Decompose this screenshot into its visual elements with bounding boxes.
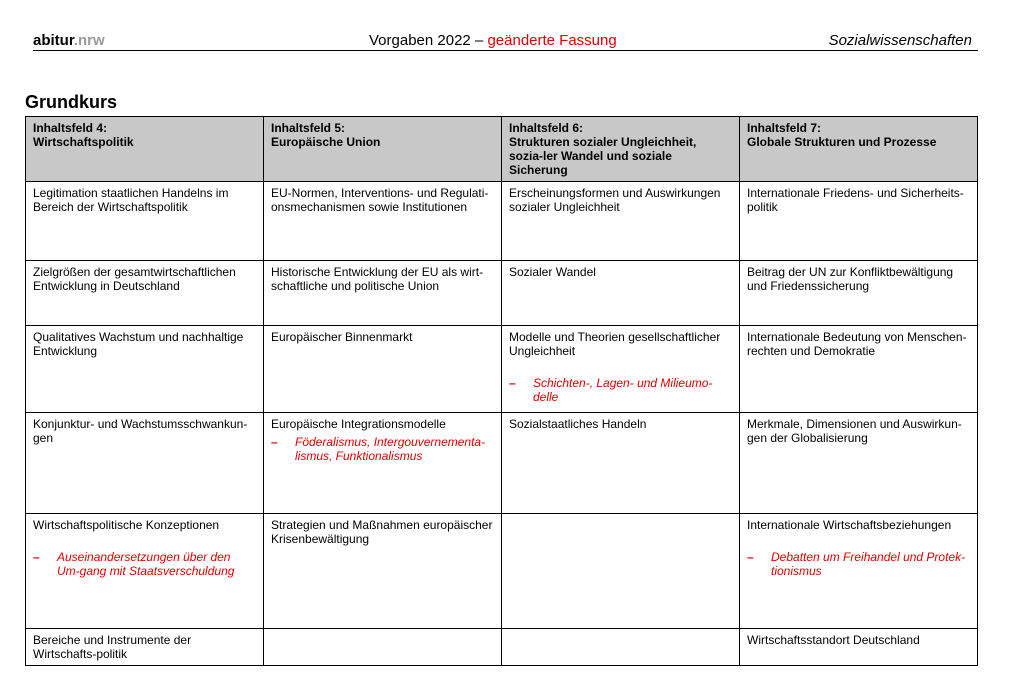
table-cell [502,514,740,629]
table-row [26,629,978,666]
table-cell [264,514,502,629]
page-header [33,30,978,51]
table-cell [740,514,978,629]
column-number: Inhaltsfeld 4: [33,121,108,135]
dash-marker: – [271,435,278,449]
table-row [26,326,978,413]
column-title: Wirtschaftspolitik [33,135,134,149]
title-highlight: geänderte Fassung [487,32,617,49]
sub-item-text: Debatten um Freihandel und Protek-tionismus [771,550,966,578]
table-cell [502,413,740,514]
column-header [264,117,502,182]
title-prefix: Vorgaben 2022 – [369,32,488,49]
table-cell [264,326,502,413]
table-cell [740,629,978,666]
cell-text: Modelle und Theorien gesellschaftlicher Ungleichheit [509,330,721,358]
sub-item [271,435,494,463]
column-header [26,117,264,182]
cell-text: Strategien und Maßnahmen europäischer Krisenbewältigung [271,518,493,546]
brand-main: abitur [33,32,74,49]
column-title: Globale Strukturen und Prozesse [747,135,937,149]
cell-text: Historische Entwicklung der EU als wirt-schaftliche und politische Union [271,265,484,293]
cell-text: Wirtschaftspolitische Konzeptionen [33,518,220,532]
column-title: Europäische Union [271,135,381,149]
sub-item [33,550,256,578]
table-cell [502,326,740,413]
cell-text: Wirtschaftsstandort Deutschland [747,633,920,647]
table-cell [26,326,264,413]
table-row [26,413,978,514]
sub-item [747,550,970,578]
cell-text: Konjunktur- und Wachstumsschwankun-gen [33,417,248,445]
column-header [502,117,740,182]
sub-item-text: Auseinandersetzungen über den Um-gang mit Staatsverschuldung [57,550,235,578]
cell-text: Sozialstaatliches Handeln [509,417,647,431]
table-row [26,514,978,629]
content-table [25,116,978,666]
table-cell [740,326,978,413]
table-cell [26,413,264,514]
sub-item-text: Föderalismus, Intergouvernementa-lismus, Funktionalismus [295,435,486,463]
cell-text: Internationale Bedeutung von Menschen-rechten und Demokratie [747,330,967,358]
cell-text: Europäische Integrationsmodelle [271,417,446,431]
cell-text: Beitrag der UN zur Konfliktbewältigung und Friedenssicherung [747,265,954,293]
sub-item-text: Schichten-, Lagen- und Milieumo-delle [533,376,713,404]
column-number: Inhaltsfeld 5: [271,121,346,135]
dash-marker: – [747,550,754,564]
sub-item [509,376,732,404]
table-cell [740,182,978,261]
table-row [26,182,978,261]
table-cell [502,182,740,261]
column-number: Inhaltsfeld 6: [509,121,584,135]
table-cell [502,629,740,666]
cell-text: Legitimation staatlichen Handelns im Bereich der Wirtschaftspolitik [33,186,229,214]
table-cell [26,261,264,326]
cell-text: Erscheinungsformen und Auswirkungen sozialer Ungleichheit [509,186,721,214]
dash-marker: – [33,550,40,564]
table-cell [740,413,978,514]
table-cell [264,261,502,326]
table-cell [26,514,264,629]
cell-text: Europäischer Binnenmarkt [271,330,413,344]
table-cell [264,629,502,666]
cell-text: Merkmale, Dimensionen und Auswirkun-gen der Globalisierung [747,417,962,445]
document-title [369,32,617,49]
cell-text: Zielgrößen der gesamtwirtschaftlichen Entwicklung in Deutschland [33,265,236,293]
table-cell [264,182,502,261]
column-header [740,117,978,182]
course-heading: Grundkurs [25,92,118,112]
table-cell [264,413,502,514]
brand-suffix: .nrw [73,32,105,49]
dash-marker: – [509,376,516,390]
table-cell [26,182,264,261]
cell-text: Sozialer Wandel [509,265,596,279]
cell-text: Internationale Wirtschaftsbeziehungen [747,518,952,532]
subject-label: Sozialwissenschaften [828,32,972,49]
brand-logo [33,32,105,49]
table-row [26,261,978,326]
table-cell [740,261,978,326]
table-cell [502,261,740,326]
table-cell [26,629,264,666]
cell-text: Qualitatives Wachstum und nachhaltige Entwicklung [33,330,244,358]
cell-text: Internationale Friedens- und Sicherheits-politik [747,186,964,214]
cell-text: Bereiche und Instrumente der Wirtschafts-politik [33,633,192,661]
column-title: Strukturen sozialer Ungleichheit, sozia-ler Wandel und soziale Sicherung [509,135,697,177]
cell-text: EU-Normen, Interventions- und Regulati-onsmechanismen sowie Institutionen [271,186,489,214]
column-number: Inhaltsfeld 7: [747,121,822,135]
header-row [26,117,978,182]
